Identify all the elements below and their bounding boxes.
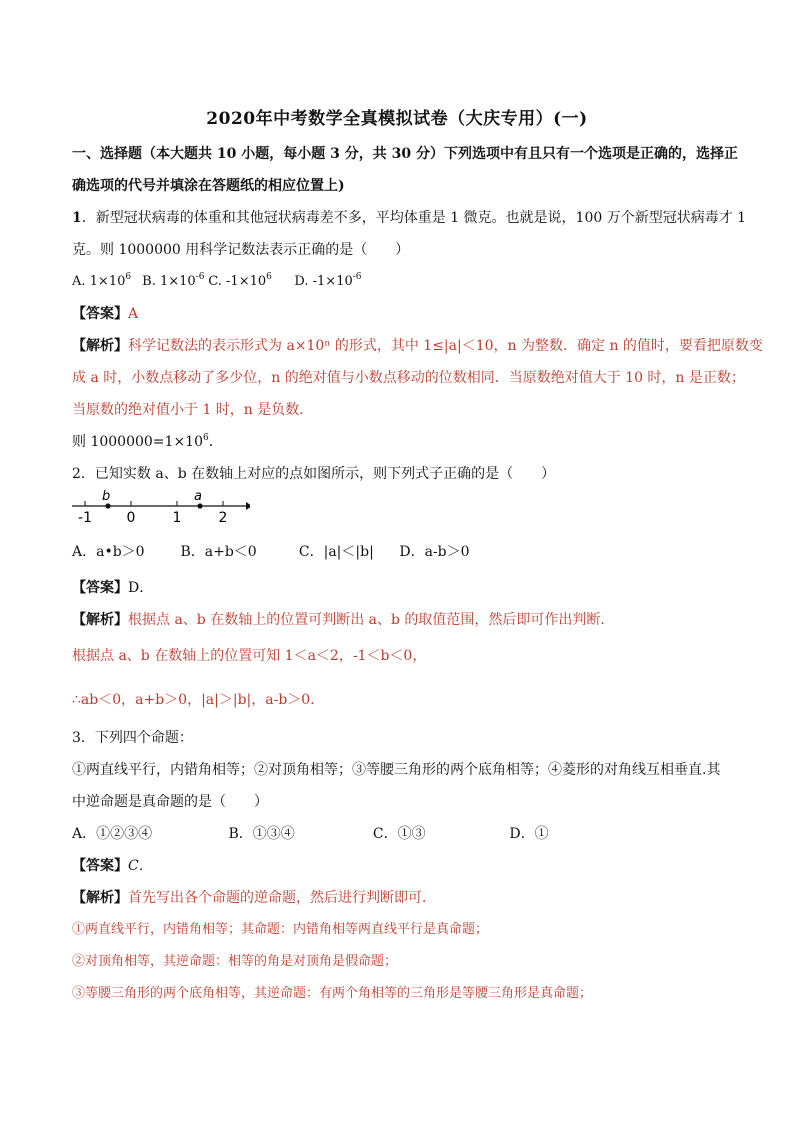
number-line-tick-label: 0 [126, 510, 136, 526]
page-title: 2020年中考数学全真模拟试卷（大庆专用）(一) [206, 109, 588, 129]
number-line [70, 488, 250, 528]
q3-line1: 3．下列四个命题： [72, 730, 193, 746]
number-line-point-a [197, 503, 202, 508]
q3-line2: ①两直线平行，内错角相等；②对顶角相等；③等腰三角形的两个底角相等；④菱形的对角线互相垂直.其 [72, 762, 721, 778]
number-line-arrow-icon [246, 502, 250, 510]
q3-option-b: B．①③④ [228, 826, 295, 842]
number-line-tick-label: 1 [172, 510, 182, 526]
q2-option-b: B．a+b＜0 [180, 544, 257, 560]
q1-options [72, 272, 362, 292]
q3-analysis-line3: ②对顶角相等，其逆命题：相等的角是对顶角是假命题； [72, 954, 398, 969]
q3-option-a: A．①②③④ [72, 826, 153, 842]
section-heading-line2: 确选项的代号并填涂在答题纸的相应位置上) [72, 178, 345, 194]
number-line-tick-label: -1 [78, 510, 92, 526]
q2-answer: 【答案】D． [72, 580, 154, 596]
number-line-point-label-b: b [102, 489, 111, 504]
q3-analysis-line4: ③等腰三角形的两个底角相等，其逆命题：有两个角相等的三角形是等腰三角形是真命题； [72, 986, 593, 1001]
q1-analysis-line1: 【解析】科学记数法的表示形式为 a×10ⁿ 的形式，其中 1≤|a|＜10，n 为整数．确定 n 的值时，要看把原数变 [72, 338, 763, 354]
q3-answer: 【答案】C． [72, 858, 153, 874]
q1-option-d: D. $-1\times 10^{-6}$ [294, 272, 362, 289]
q1-analysis-line3: 当原数的绝对值小于 1 时，n 是负数． [72, 402, 314, 418]
q1-line1 [72, 208, 746, 228]
q2-option-c: C．|a|＜|b| [298, 544, 374, 560]
q2-line1: 2．已知实数 a、b 在数轴上对应的点如图所示，则下列式子正确的是（ ） [72, 466, 556, 482]
q3-options [72, 824, 549, 844]
q2-options [72, 542, 470, 562]
q1-number: 1 [72, 210, 82, 226]
q1-text1: ．新型冠状病毒的体重和其他冠状病毒差不多，平均体重是 1 微克。也就是说，100 万个新型冠状病毒才 1 [81, 210, 747, 226]
q3-line3: 中逆命题是真命题的是（ ） [72, 794, 268, 810]
section-heading-line1: 一、选择题（本大题共 10 小题，每小题 3 分，共 30 分）下列选项中有且只有一个选项是正确的，选择正 [72, 146, 738, 162]
number-line-tick-label: 2 [218, 510, 228, 526]
q2-analysis-line1: 【解析】根据点 a、b 在数轴上的位置可判断出 a、b 的取值范围，然后即可作出判断． [72, 612, 615, 628]
q1-conclusion: 则 $1000000=1\times 10^6$． [72, 433, 223, 450]
q1-answer: 【答案】A [72, 306, 139, 322]
q3-option-c: C．①③ [372, 826, 426, 842]
q3-analysis-line2: ①两直线平行，内错角相等；其命题：内错角相等两直线平行是真命题； [72, 922, 489, 937]
q3-option-d: D．① [509, 826, 549, 842]
q1-option-c: C. $-1\times 10^6$ [208, 272, 272, 289]
q2-option-d: D．a-b＞0 [399, 544, 470, 560]
q2-analysis-line2: 根据点 a、b 在数轴上的位置可知 1＜a＜2，-1＜b＜0， [72, 648, 427, 664]
q1-option-b: B. $1\times 10^{-6}$ [142, 272, 205, 289]
q1-option-a: A. $1\times 10^6$ [72, 272, 132, 289]
q2-option-a: A．a•b＞0 [72, 544, 145, 560]
q3-analysis-line1: 【解析】首先写出各个命题的逆命题，然后进行判断即可． [72, 890, 436, 906]
number-line-point-b [105, 503, 110, 508]
q2-analysis-line3: ∴ab＜0，a+b＞0，|a|＞|b|，a-b＞0． [72, 692, 325, 708]
q1-line2: 克。则 1000000 用科学记数法表示正确的是（ ） [72, 242, 410, 258]
number-line-point-label-a: a [194, 489, 202, 504]
q1-analysis-line2: 成 a 时，小数点移动了多少位，n 的绝对值与小数点移动的位数相同．当原数绝对值大于 10 时，n 是正数； [72, 370, 745, 386]
